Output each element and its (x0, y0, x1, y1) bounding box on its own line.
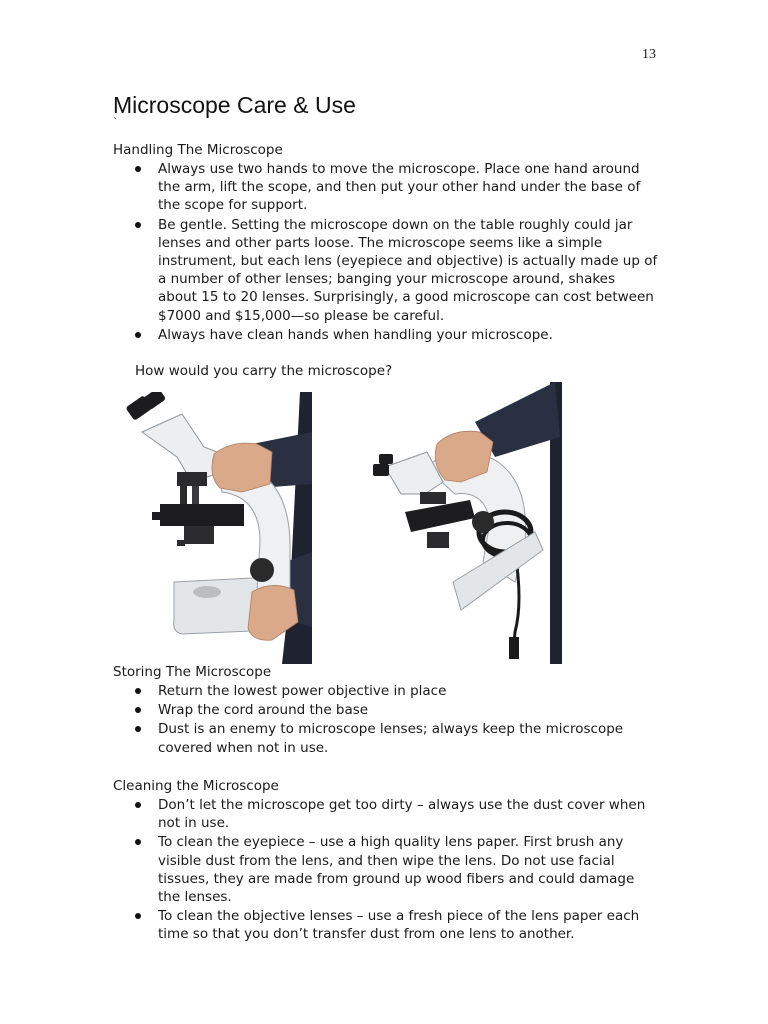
stray-mark: ` (113, 117, 118, 128)
bullet-icon (135, 222, 141, 228)
list-item-text: Return the lowest power objective in place (158, 683, 447, 699)
list-item (113, 326, 658, 344)
bullet-icon (135, 913, 141, 919)
bullet-icon (135, 726, 141, 732)
list-item-text: Wrap the cord around the base (158, 702, 369, 719)
list-item (113, 701, 658, 719)
question-text: How would you carry the microscope? (135, 363, 393, 379)
list-item (113, 682, 658, 700)
page-number: 13 (642, 47, 656, 62)
photo-carrying-upright (122, 392, 312, 664)
page-title: Microscope Care & Use (113, 92, 356, 118)
cleaning-list (113, 796, 658, 945)
list-item (113, 833, 658, 906)
list-item-text: Dust is an enemy to microscope lenses; always keep the microscope covered when not in use. (158, 721, 624, 756)
list-item (113, 796, 658, 832)
list-item-text: Always use two hands to move the microscope. Place one hand around the arm, lift the scope, and then put your other hand under the base of the scope for support. (158, 161, 641, 214)
bullet-icon (135, 688, 141, 694)
photo-carrying-arm (365, 382, 562, 664)
storing-list (113, 682, 658, 758)
section-heading-handling: Handling The Microscope (113, 142, 283, 158)
section-heading-storing: Storing The Microscope (113, 664, 272, 680)
microscope-arm-illustration (365, 382, 562, 664)
list-item-text: To clean the objective lenses – use a fresh piece of the lens paper each time so that you don’t transfer dust from one lens to another. (158, 908, 640, 943)
list-item-text: To clean the eyepiece – use a high quality lens paper. First brush any visible dust from the lens, and then wipe the lens. Do not use facial tissues, they are made from ground up wood fibers and could damage the lenses. (158, 834, 635, 906)
handling-list (113, 160, 658, 345)
microscope-upright-illustration (122, 392, 312, 664)
bullet-icon (135, 707, 141, 713)
list-item (113, 907, 658, 943)
list-item (113, 720, 658, 756)
bullet-icon (135, 332, 141, 338)
list-item (113, 160, 658, 215)
section-heading-cleaning: Cleaning the Microscope (113, 778, 279, 794)
list-item-text: Don’t let the microscope get too dirty – always use the dust cover when not in use. (158, 797, 646, 832)
bullet-icon (135, 802, 141, 808)
bullet-icon (135, 839, 141, 845)
bullet-icon (135, 166, 141, 172)
list-item-text: Be gentle. Setting the microscope down on the table roughly could jar lenses and other parts loose. The microscope seems like a simple instrument, but each lens (eyepiece and objective) is actually made up of a number of other lenses; banging your microscope around, shakes about 15 to 20 lenses. Surprisingly, a good microscope can cost between $7000 and $15,000—so please be careful. (158, 216, 658, 324)
list-item (113, 216, 658, 325)
list-item-text: Always have clean hands when handling your microscope. (158, 326, 553, 343)
